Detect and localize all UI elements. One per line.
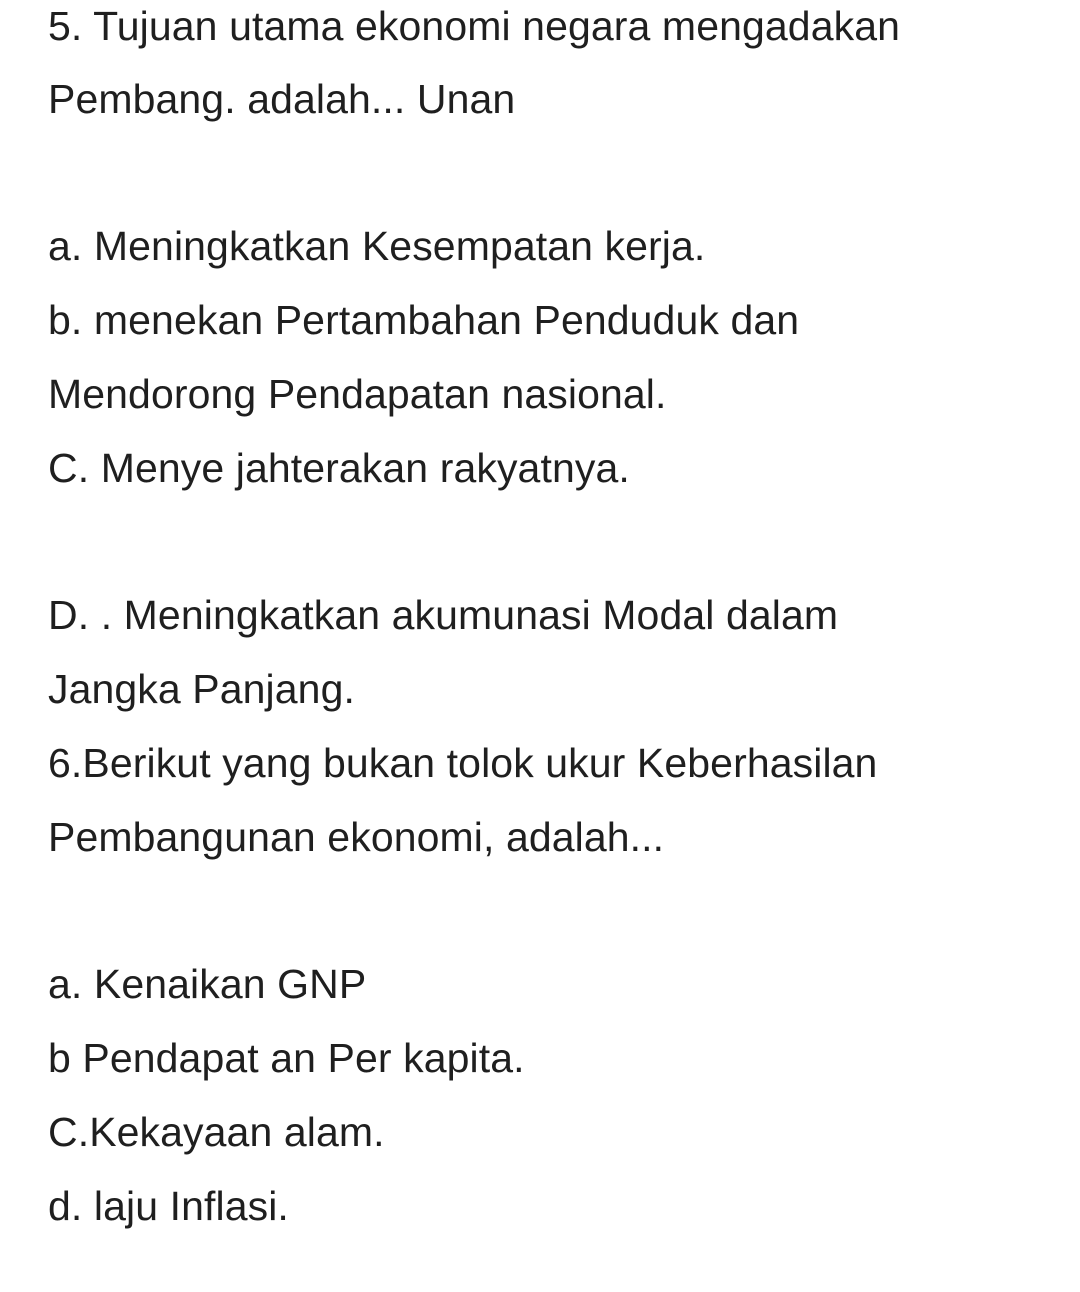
question-5-option-b-line-1: b. menekan Pertambahan Penduduk dan bbox=[48, 297, 800, 343]
question-5-option-d-line-2: Jangka Panjang. bbox=[48, 666, 355, 712]
question-6-text-line-2: Pembangunan ekonomi, adalah... bbox=[48, 814, 665, 860]
question-6-option-b: b Pendapat an Per kapita. bbox=[48, 1035, 525, 1081]
question-5-text-line-1: 5. Tujuan utama ekonomi negara mengadakan bbox=[48, 3, 901, 49]
question-5-option-c: C. Menye jahterakan rakyatnya. bbox=[48, 445, 630, 491]
question-5-option-b-line-2: Mendorong Pendapatan nasional. bbox=[48, 371, 667, 417]
question-6-option-d: d. laju Inflasi. bbox=[48, 1183, 289, 1229]
question-5-option-d-line-1: D. . Meningkatkan akumunasi Modal dalam bbox=[48, 592, 839, 638]
question-6-option-c: C.Kekayaan alam. bbox=[48, 1109, 385, 1155]
question-5-option-a: a. Meningkatkan Kesempatan kerja. bbox=[48, 223, 706, 269]
question-6-text-line-1: 6.Berikut yang bukan tolok ukur Keberhasilan bbox=[48, 740, 878, 786]
question-5-text-line-2: Pembang. adalah... Unan bbox=[48, 76, 516, 122]
question-6-option-a: a. Kenaikan GNP bbox=[48, 961, 367, 1007]
